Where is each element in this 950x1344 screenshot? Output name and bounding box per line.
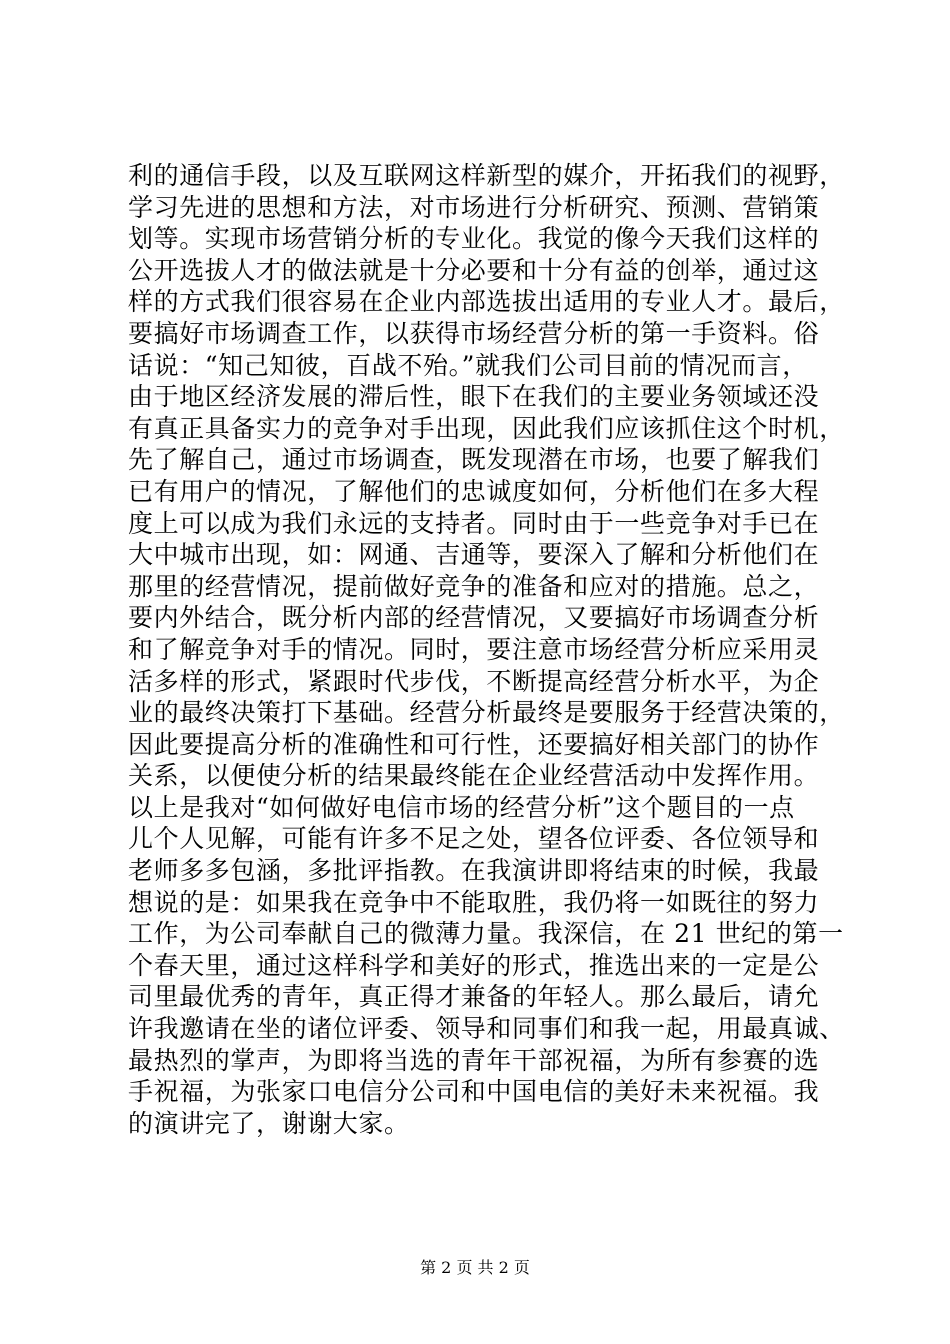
text-line: 划等。实现市场营销分析的专业化。我觉的像今天我们这样的 <box>128 224 820 254</box>
text-line: 因此要提高分析的准确性和可行性，还要搞好相关部门的协作 <box>128 729 820 759</box>
text-line: 学习先进的思想和方法，对市场进行分析研究、预测、营销策 <box>128 192 820 222</box>
text-line: 度上可以成为我们永远的支持者。同时由于一些竞争对手已在 <box>128 508 820 538</box>
text-line: 业的最终决策打下基础。经营分析最终是要服务于经营决策的， <box>128 698 845 728</box>
text-line: 和了解竞争对手的情况。同时，要注意市场经营分析应采用灵 <box>128 634 820 664</box>
text-line: 儿个人见解，可能有许多不足之处，望各位评委、各位领导和 <box>128 824 820 854</box>
text-line: 话说：“知己知彼，百战不殆。”就我们公司目前的情况而言， <box>128 350 808 380</box>
text-line: 要内外结合，既分析内部的经营情况，又要搞好市场调查分析 <box>128 603 820 633</box>
text-line: 手祝福，为张家口电信分公司和中国电信的美好未来祝福。我 <box>128 1077 820 1107</box>
text-line: 个春天里，通过这样科学和美好的形式，推选出来的一定是公 <box>128 950 820 980</box>
text-line: 最热烈的掌声，为即将当选的青年干部祝福，为所有参赛的选 <box>128 1045 820 1075</box>
text-line: 老师多多包涵，多批评指教。在我演讲即将结束的时候，我最 <box>128 856 820 886</box>
text-line: 由于地区经济发展的滞后性，眼下在我们的主要业务领域还没 <box>128 382 820 412</box>
body-text <box>128 160 845 1139</box>
text-line: 那里的经营情况，提前做好竞争的准备和应对的措施。总之， <box>128 571 820 601</box>
text-line: 先了解自己，通过市场调查，既发现潜在市场，也要了解我们 <box>128 445 820 475</box>
text-line: 的演讲完了，谢谢大家。 <box>128 1108 410 1138</box>
text-line: 大中城市出现，如：网通、吉通等，要深入了解和分析他们在 <box>128 540 820 570</box>
text-line: 关系，以便使分析的结果最终能在企业经营活动中发挥作用。 <box>128 761 820 791</box>
text-line: 工作，为公司奉献自己的微薄力量。我深信，在 21 世纪的第一 <box>128 919 844 949</box>
text-line: 有真正具备实力的竞争对手出现，因此我们应该抓住这个时机， <box>128 413 845 443</box>
text-line: 活多样的形式，紧跟时代步伐，不断提高经营分析水平，为企 <box>128 666 820 696</box>
text-line: 公开选拔人才的做法就是十分必要和十分有益的创举，通过这 <box>128 255 820 285</box>
text-line: 许我邀请在坐的诸位评委、领导和同事们和我一起，用最真诚、 <box>128 1014 845 1044</box>
text-line: 想说的是：如果我在竞争中不能取胜，我仍将一如既往的努力 <box>128 887 820 917</box>
text-line: 利的通信手段，以及互联网这样新型的媒介，开拓我们的视野， <box>128 161 845 190</box>
text-line: 以上是我对“如何做好电信市场的经营分析”这个题目的一点 <box>128 792 795 822</box>
text-line: 要搞好市场调查工作，以获得市场经营分析的第一手资料。俗 <box>128 318 820 348</box>
page-footer: 第 2 页 共 2 页 <box>420 1258 530 1277</box>
text-line: 司里最优秀的青年，真正得才兼备的年轻人。那么最后，请允 <box>128 982 820 1012</box>
text-line: 已有用户的情况，了解他们的忠诚度如何，分析他们在多大程 <box>128 476 820 506</box>
text-line: 样的方式我们很容易在企业内部选拔出适用的专业人才。最后， <box>128 287 845 317</box>
